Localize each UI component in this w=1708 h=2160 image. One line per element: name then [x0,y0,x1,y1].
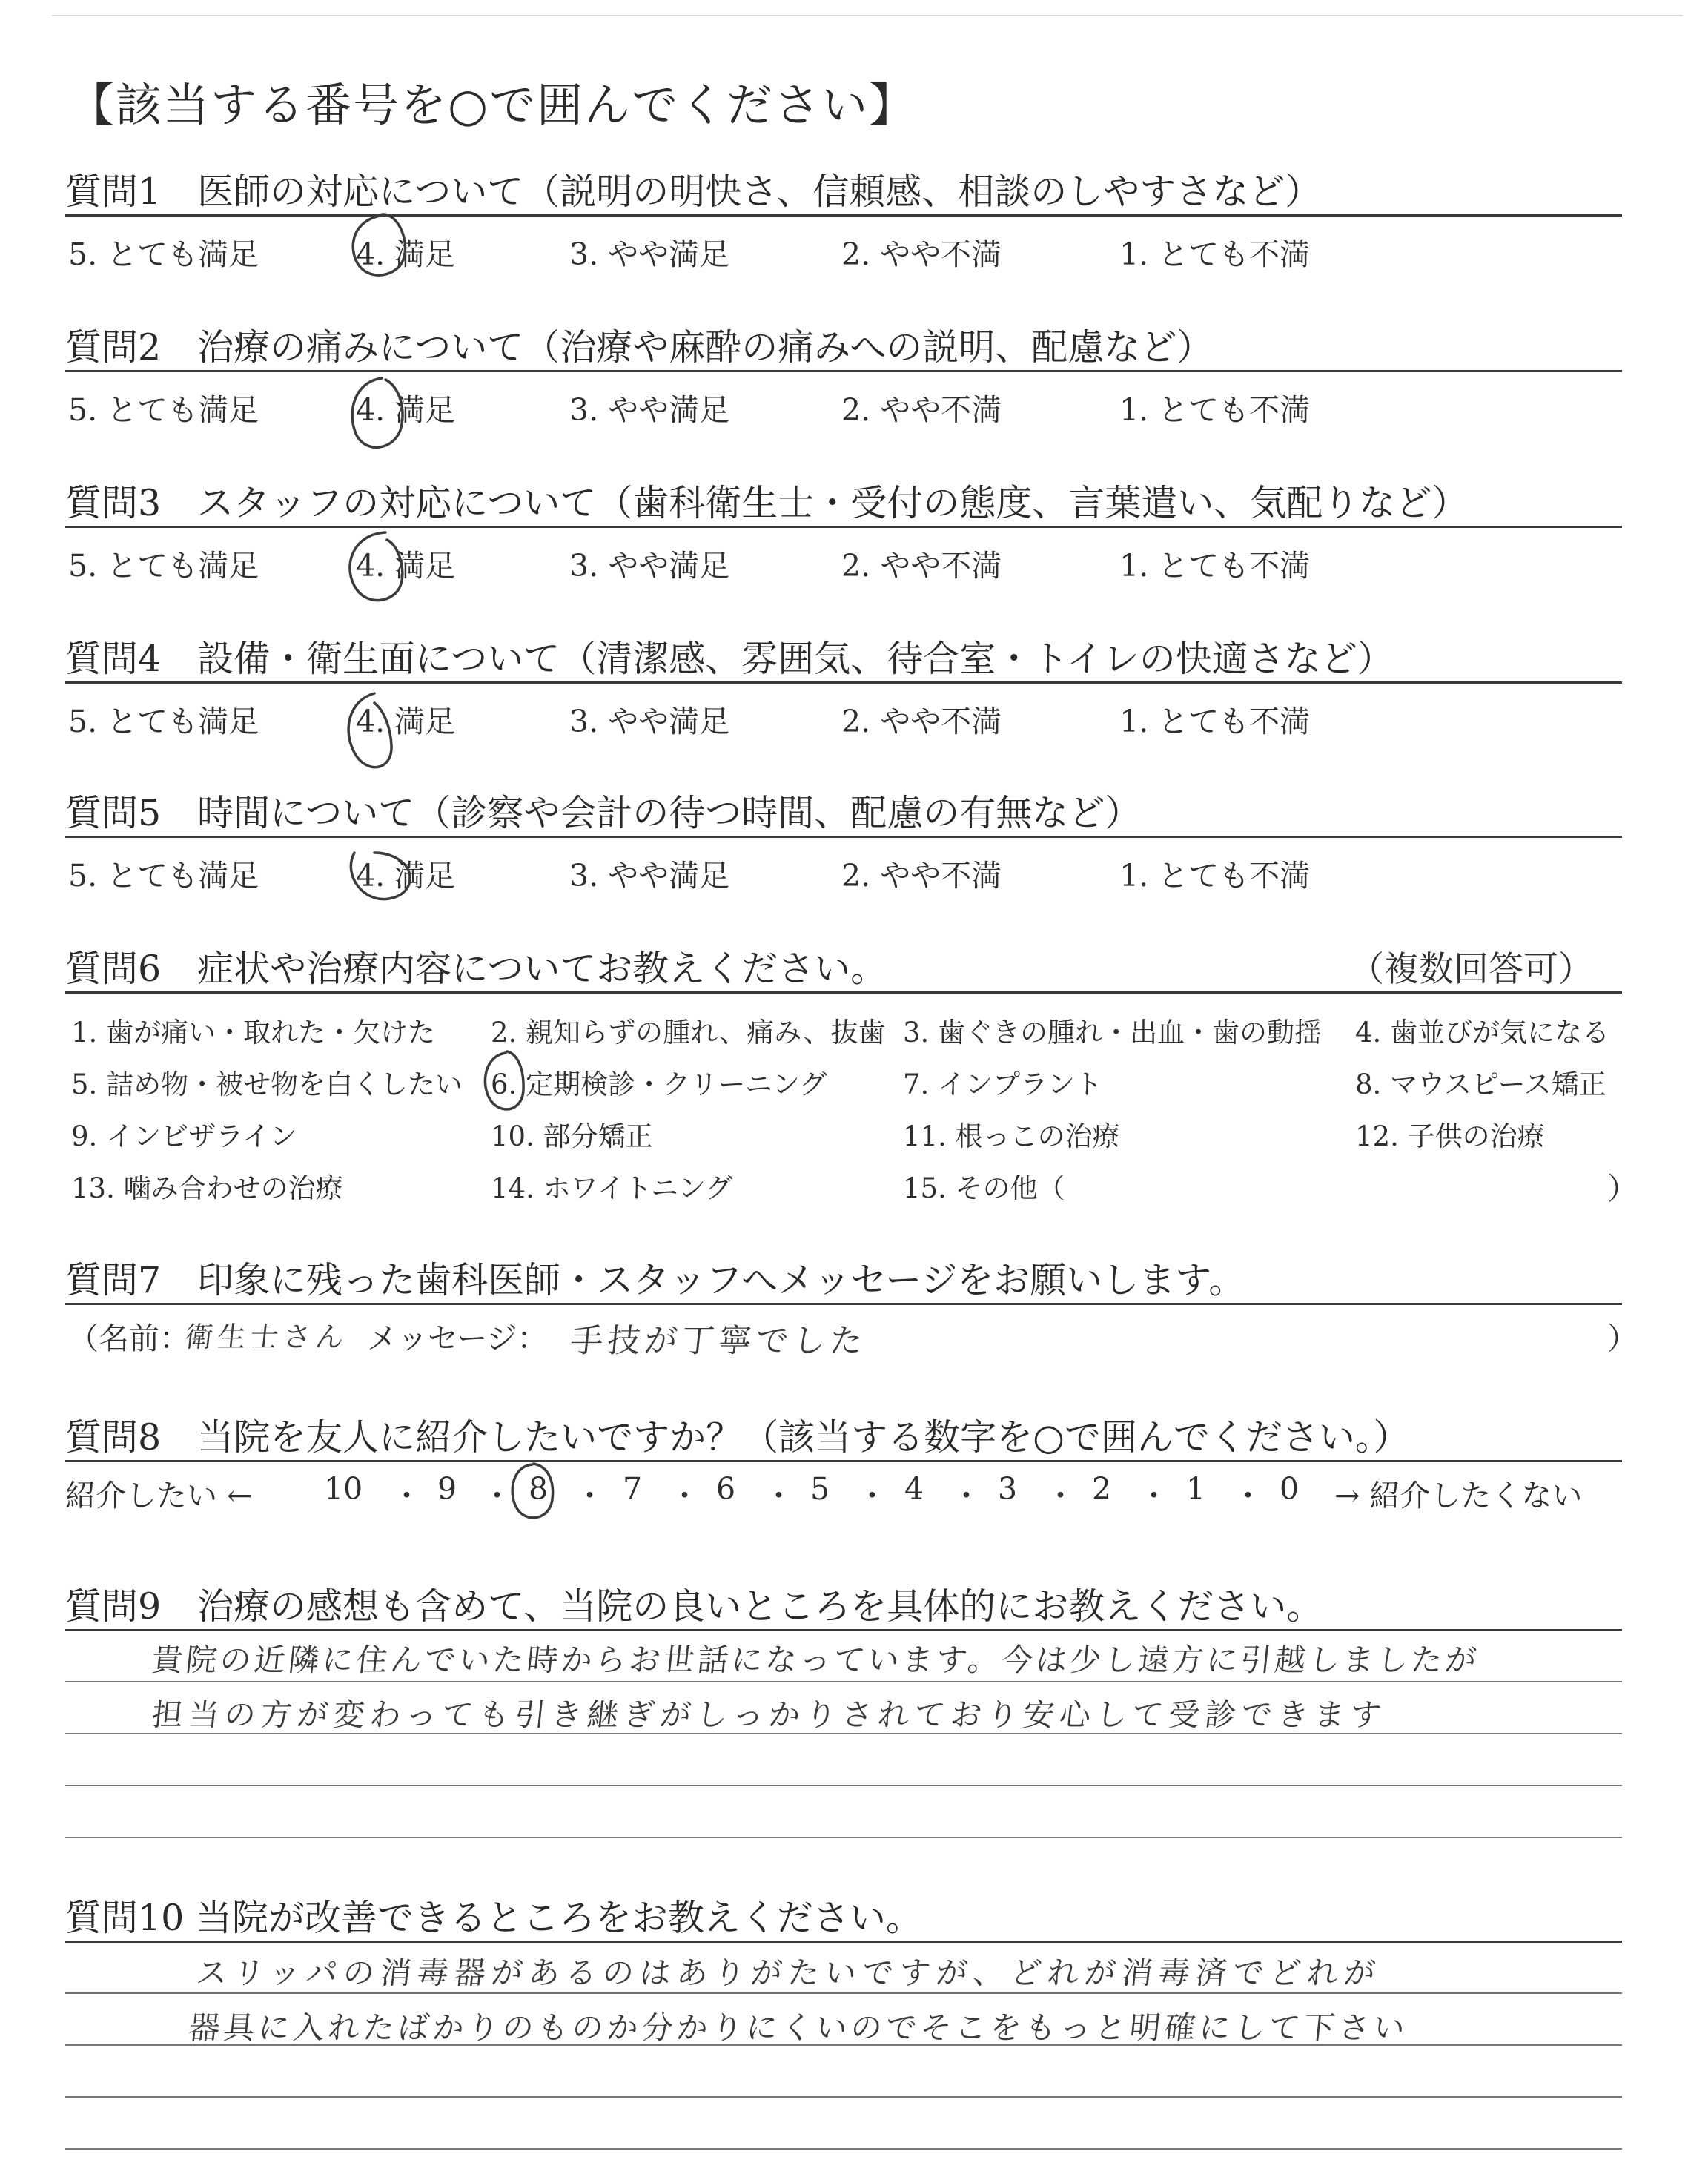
q7-close-paren: ） [1607,1321,1638,1356]
q8-sep-5: ・ [764,1478,794,1513]
q5-option-1[interactable]: 1. とても不満 [1119,858,1311,894]
q4-option-3[interactable]: 3. やや満足 [569,704,730,739]
q4-option-2[interactable]: 2. やや不満 [841,704,1002,739]
q8-value-10[interactable]: 10 [324,1471,363,1507]
question-7-title: 質問7 印象に残った歯科医師・スタッフへメッセージをお願いします。 [65,1259,1245,1301]
q6-option-2[interactable]: 2. 親知らずの腫れ、痛み、抜歯 [491,1017,886,1048]
q3-option-3[interactable]: 3. やや満足 [569,548,730,584]
q5-option-3[interactable]: 3. やや満足 [569,858,730,894]
question-5-rule [65,836,1622,838]
question-2-title: 質問2 治療の痛みについて（治療や麻酔の痛みへの説明、配慮など） [65,326,1214,369]
q10-handwritten-line-1[interactable]: スリッパの消毒器があるのはありがたいですが、どれが消毒済でどれが [194,1955,1383,1991]
q8-value-3[interactable]: 3 [998,1471,1018,1507]
q8-right-label: → 紹介したくない [1334,1478,1583,1513]
q6-option-3[interactable]: 3. 歯ぐきの腫れ・出血・歯の動揺 [903,1017,1323,1048]
q6-option-1[interactable]: 1. 歯が痛い・取れた・欠けた [71,1017,436,1048]
q9-answer-line-3 [65,1785,1622,1786]
q4-option-1[interactable]: 1. とても不満 [1119,704,1311,739]
q6-option-11[interactable]: 11. 根っこの治療 [903,1120,1120,1152]
q8-value-2[interactable]: 2 [1092,1471,1112,1507]
question-9-title: 質問9 治療の感想も含めて、当院の良いところを具体的にお教えください。 [65,1585,1323,1628]
q6-option-8[interactable]: 8. マウスピース矯正 [1355,1069,1606,1100]
q8-sep-10: ・ [1233,1478,1263,1513]
q7-message-handwritten[interactable]: 手技が丁寧でした [568,1322,870,1360]
q1-option-2[interactable]: 2. やや不満 [841,237,1002,272]
question-10-title: 質問10 当院が改善できるところをお教えください。 [65,1897,922,1939]
q6-option-15[interactable]: 15. その他（ [903,1172,1065,1204]
q8-value-0[interactable]: 0 [1280,1471,1300,1507]
q8-value-6[interactable]: 6 [716,1471,736,1507]
q8-sep-1: ・ [391,1478,422,1513]
q8-sep-6: ・ [857,1478,887,1513]
q3-option-1[interactable]: 1. とても不満 [1119,548,1311,584]
q5-option-5[interactable]: 5. とても満足 [68,858,259,894]
q7-name-label: （名前： [68,1321,190,1356]
q4-option-4[interactable]: 4. 満足 [356,704,456,739]
q6-option-14[interactable]: 14. ホワイトニング [491,1172,733,1204]
q8-value-5[interactable]: 5 [810,1471,830,1507]
multiple-answer-note: （複数回答可） [1349,949,1593,990]
question-8-rule [65,1460,1622,1462]
q6-option-5[interactable]: 5. 詰め物・被せ物を白くしたい [71,1069,463,1100]
page-title: 【該当する番号を○で囲んでください】 [68,78,917,132]
q6-option-13[interactable]: 13. 噛み合わせの治療 [71,1172,343,1204]
question-4-title: 質問4 設備・衛生面について（清潔感、雰囲気、待合室・トイレの快適さなど） [65,638,1394,680]
q7-name-handwritten[interactable]: 衛生士さん [183,1321,350,1353]
q3-option-4[interactable]: 4. 満足 [356,548,456,584]
q1-option-5[interactable]: 5. とても満足 [68,237,259,272]
q8-sep-2: ・ [482,1478,512,1513]
q3-option-2[interactable]: 2. やや不満 [841,548,1002,584]
q5-option-4[interactable]: 4. 満足 [356,858,456,894]
question-2-rule [65,370,1622,372]
question-5-title: 質問5 時間について（診察や会計の待つ時間、配慮の有無など） [65,792,1142,834]
q1-option-4[interactable]: 4. 満足 [356,237,456,272]
q6-option-9[interactable]: 9. インビザライン [71,1120,297,1152]
q9-answer-line-4 [65,1837,1622,1838]
q2-option-2[interactable]: 2. やや不満 [841,392,1002,428]
question-1-rule [65,214,1622,217]
question-8-title: 質問8 当院を友人に紹介したいですか？（該当する数字を○で囲んでください。） [65,1416,1410,1459]
question-6-title: 質問6 症状や治療内容についてお教えください。 [65,948,887,990]
q5-option-2[interactable]: 2. やや不満 [841,858,1002,894]
q8-sep-3: ・ [575,1478,605,1513]
q8-value-1[interactable]: 1 [1186,1471,1206,1507]
q6-option-6[interactable]: 6. 定期検診・クリーニング [491,1069,827,1100]
q2-option-1[interactable]: 1. とても不満 [1119,392,1311,428]
q8-sep-9: ・ [1139,1478,1169,1513]
question-1-title: 質問1 医師の対応について（説明の明快さ、信頼感、相談のしやすさなど） [65,171,1322,213]
q8-value-9[interactable]: 9 [437,1471,457,1507]
question-9-rule [65,1629,1622,1631]
question-3-title: 質問3 スタッフの対応について（歯科衛生士・受付の態度、言葉遣い、気配りなど） [65,482,1469,524]
q9-handwritten-line-1[interactable]: 貴院の近隣に住んでいた時からお世話になっています。今は少し遠方に引越しましたが [150,1642,1481,1678]
q7-message-label: メッセージ： [367,1321,548,1356]
q8-left-label: 紹介したい ← [65,1478,253,1513]
q9-handwritten-line-2[interactable]: 担当の方が変わっても引き継ぎがしっかりされており安心して受診できます [150,1697,1388,1733]
question-10-rule [65,1941,1622,1943]
q6-option-10[interactable]: 10. 部分矯正 [491,1120,653,1152]
q9-answer-line-1 [65,1681,1622,1682]
q2-option-4[interactable]: 4. 満足 [356,392,456,428]
q10-answer-line-3 [65,2096,1622,2098]
q8-sep-8: ・ [1045,1478,1076,1513]
q2-option-3[interactable]: 3. やや満足 [569,392,730,428]
q8-value-4[interactable]: 4 [904,1471,924,1507]
q4-option-5[interactable]: 5. とても満足 [68,704,259,739]
question-6-rule [65,991,1622,994]
q10-answer-line-4 [65,2148,1622,2150]
question-4-rule [65,681,1622,684]
question-7-rule [65,1303,1622,1305]
question-3-rule [65,526,1622,528]
q8-sep-4: ・ [669,1478,700,1513]
q6-option-7[interactable]: 7. インプラント [903,1069,1103,1100]
q1-option-1[interactable]: 1. とても不満 [1119,237,1311,272]
q3-option-5[interactable]: 5. とても満足 [68,548,259,584]
q6-option-4[interactable]: 4. 歯並びが気になる [1355,1017,1610,1048]
q8-value-7[interactable]: 7 [623,1471,643,1507]
q10-handwritten-line-2[interactable]: 器具に入れたばかりのものか分かりにくいのでそこをもっと明確にして下さい [187,2009,1411,2046]
scan-edge-line [52,15,1683,16]
q1-option-3[interactable]: 3. やや満足 [569,237,730,272]
q2-option-5[interactable]: 5. とても満足 [68,392,259,428]
q6-option-12[interactable]: 12. 子供の治療 [1355,1120,1545,1152]
q8-sep-7: ・ [951,1478,982,1513]
q6-other-close-paren: ） [1607,1171,1638,1206]
q8-value-8[interactable]: 8 [529,1471,549,1507]
